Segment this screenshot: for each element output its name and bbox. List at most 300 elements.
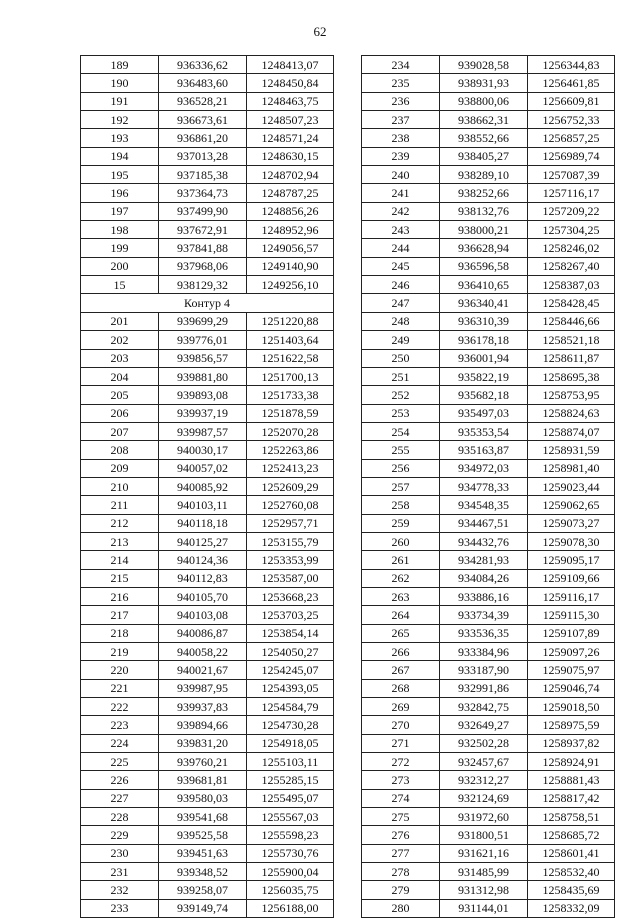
y-coordinate-cell: 1258931,59 [528, 441, 615, 459]
table-row [362, 367, 615, 385]
y-coordinate-cell: 1258387,03 [528, 276, 615, 294]
y-coordinate-cell: 1248630,15 [247, 147, 334, 165]
table-row [81, 771, 334, 789]
y-coordinate-cell: 1254245,07 [247, 661, 334, 679]
table-row [81, 422, 334, 440]
table-row [81, 331, 334, 349]
y-coordinate-cell: 1258975,59 [528, 716, 615, 734]
table-row [81, 367, 334, 385]
point-number-cell: 279 [362, 881, 440, 899]
y-coordinate-cell: 1248952,96 [247, 221, 334, 239]
point-number-cell: 260 [362, 532, 440, 550]
y-coordinate-cell: 1256344,83 [528, 56, 615, 74]
table-row [81, 386, 334, 404]
point-number-cell: 195 [81, 166, 159, 184]
point-number-cell: 189 [81, 56, 159, 74]
x-coordinate-cell: 932312,27 [440, 771, 528, 789]
x-coordinate-cell: 937841,88 [159, 239, 247, 257]
point-number-cell: 212 [81, 514, 159, 532]
x-coordinate-cell: 939856,57 [159, 349, 247, 367]
point-number-cell: 246 [362, 276, 440, 294]
point-number-cell: 228 [81, 808, 159, 826]
x-coordinate-cell: 937013,28 [159, 147, 247, 165]
y-coordinate-cell: 1259062,65 [528, 496, 615, 514]
point-number-cell: 190 [81, 74, 159, 92]
point-number-cell: 230 [81, 844, 159, 862]
x-coordinate-cell: 936001,94 [440, 349, 528, 367]
table-row [362, 257, 615, 275]
x-coordinate-cell: 938132,76 [440, 202, 528, 220]
y-coordinate-cell: 1252957,71 [247, 514, 334, 532]
x-coordinate-cell: 938129,32 [159, 276, 247, 294]
table-row [362, 202, 615, 220]
table-row [81, 221, 334, 239]
x-coordinate-cell: 939987,95 [159, 679, 247, 697]
x-coordinate-cell: 933886,16 [440, 587, 528, 605]
point-number-cell: 261 [362, 551, 440, 569]
table-row [81, 459, 334, 477]
point-number-cell: 241 [362, 184, 440, 202]
y-coordinate-cell: 1253587,00 [247, 569, 334, 587]
point-number-cell: 266 [362, 643, 440, 661]
table-row [81, 441, 334, 459]
table-row [362, 661, 615, 679]
table-row [81, 789, 334, 807]
x-coordinate-cell: 934548,35 [440, 496, 528, 514]
y-coordinate-cell: 1254730,28 [247, 716, 334, 734]
point-number-cell: 256 [362, 459, 440, 477]
point-number-cell: 242 [362, 202, 440, 220]
point-number-cell: 280 [362, 899, 440, 917]
x-coordinate-cell: 936483,60 [159, 74, 247, 92]
point-number-cell: 247 [362, 294, 440, 312]
y-coordinate-cell: 1253353,99 [247, 551, 334, 569]
point-number-cell: 275 [362, 808, 440, 826]
y-coordinate-cell: 1258753,95 [528, 386, 615, 404]
table-row [362, 753, 615, 771]
y-coordinate-cell: 1252609,29 [247, 477, 334, 495]
y-coordinate-cell: 1257087,39 [528, 166, 615, 184]
y-coordinate-cell: 1249256,10 [247, 276, 334, 294]
x-coordinate-cell: 934432,76 [440, 532, 528, 550]
x-coordinate-cell: 931800,51 [440, 826, 528, 844]
y-coordinate-cell: 1248787,25 [247, 184, 334, 202]
table-row [362, 404, 615, 422]
point-number-cell: 244 [362, 239, 440, 257]
y-coordinate-cell: 1252263,86 [247, 441, 334, 459]
y-coordinate-cell: 1259095,17 [528, 551, 615, 569]
point-number-cell: 232 [81, 881, 159, 899]
x-coordinate-cell: 936336,62 [159, 56, 247, 74]
point-number-cell: 257 [362, 477, 440, 495]
y-coordinate-cell: 1249056,57 [247, 239, 334, 257]
x-coordinate-cell: 937185,38 [159, 166, 247, 184]
contour-heading: Контур 4 [81, 294, 334, 312]
table-row [81, 496, 334, 514]
y-coordinate-cell: 1258446,66 [528, 312, 615, 330]
point-number-cell: 220 [81, 661, 159, 679]
x-coordinate-cell: 933384,96 [440, 643, 528, 661]
point-number-cell: 221 [81, 679, 159, 697]
point-number-cell: 248 [362, 312, 440, 330]
point-number-cell: 201 [81, 312, 159, 330]
point-number-cell: 237 [362, 111, 440, 129]
table-row [81, 477, 334, 495]
y-coordinate-cell: 1259107,89 [528, 624, 615, 642]
x-coordinate-cell: 939760,21 [159, 753, 247, 771]
table-row [81, 166, 334, 184]
point-number-cell: 196 [81, 184, 159, 202]
y-coordinate-cell: 1259018,50 [528, 698, 615, 716]
point-number-cell: 274 [362, 789, 440, 807]
x-coordinate-cell: 939525,58 [159, 826, 247, 844]
point-number-cell: 214 [81, 551, 159, 569]
y-coordinate-cell: 1258924,91 [528, 753, 615, 771]
y-coordinate-cell: 1252760,08 [247, 496, 334, 514]
x-coordinate-cell: 937364,73 [159, 184, 247, 202]
point-number-cell: 234 [362, 56, 440, 74]
table-row [362, 587, 615, 605]
y-coordinate-cell: 1251220,88 [247, 312, 334, 330]
table-row [81, 753, 334, 771]
point-number-cell: 236 [362, 92, 440, 110]
x-coordinate-cell: 940103,11 [159, 496, 247, 514]
point-number-cell: 271 [362, 734, 440, 752]
y-coordinate-cell: 1254918,05 [247, 734, 334, 752]
table-row [81, 551, 334, 569]
point-number-cell: 223 [81, 716, 159, 734]
table-row [362, 551, 615, 569]
y-coordinate-cell: 1255285,15 [247, 771, 334, 789]
point-number-cell: 197 [81, 202, 159, 220]
y-coordinate-cell: 1253155,79 [247, 532, 334, 550]
point-number-cell: 199 [81, 239, 159, 257]
coordinates-table-left [80, 55, 334, 918]
table-row [362, 166, 615, 184]
point-number-cell: 252 [362, 386, 440, 404]
point-number-cell: 191 [81, 92, 159, 110]
table-row [362, 294, 615, 312]
point-number-cell: 253 [362, 404, 440, 422]
table-row [362, 734, 615, 752]
y-coordinate-cell: 1259023,44 [528, 477, 615, 495]
point-number-cell: 243 [362, 221, 440, 239]
table-row [81, 679, 334, 697]
y-coordinate-cell: 1251622,58 [247, 349, 334, 367]
point-number-cell: 15 [81, 276, 159, 294]
page-number: 62 [313, 24, 327, 39]
table-row [362, 808, 615, 826]
table-row [81, 624, 334, 642]
y-coordinate-cell: 1258937,82 [528, 734, 615, 752]
table-row [362, 184, 615, 202]
table-row [362, 129, 615, 147]
point-number-cell: 255 [362, 441, 440, 459]
point-number-cell: 193 [81, 129, 159, 147]
table-row [362, 863, 615, 881]
y-coordinate-cell: 1256857,25 [528, 129, 615, 147]
x-coordinate-cell: 940125,27 [159, 532, 247, 550]
point-number-cell: 198 [81, 221, 159, 239]
table-row [81, 881, 334, 899]
x-coordinate-cell: 940112,83 [159, 569, 247, 587]
coordinates-table-right [361, 55, 615, 918]
y-coordinate-cell: 1252413,23 [247, 459, 334, 477]
x-coordinate-cell: 940086,87 [159, 624, 247, 642]
y-coordinate-cell: 1255567,03 [247, 808, 334, 826]
x-coordinate-cell: 939894,66 [159, 716, 247, 734]
point-number-cell: 219 [81, 643, 159, 661]
y-coordinate-cell: 1256035,75 [247, 881, 334, 899]
y-coordinate-cell: 1248463,75 [247, 92, 334, 110]
y-coordinate-cell: 1254050,27 [247, 643, 334, 661]
y-coordinate-cell: 1258881,43 [528, 771, 615, 789]
y-coordinate-cell: 1256609,81 [528, 92, 615, 110]
point-number-cell: 211 [81, 496, 159, 514]
point-number-cell: 217 [81, 606, 159, 624]
x-coordinate-cell: 932649,27 [440, 716, 528, 734]
table-row [81, 202, 334, 220]
x-coordinate-cell: 932842,75 [440, 698, 528, 716]
y-coordinate-cell: 1251700,13 [247, 367, 334, 385]
table-row [81, 606, 334, 624]
x-coordinate-cell: 939831,20 [159, 734, 247, 752]
point-number-cell: 262 [362, 569, 440, 587]
table-row [362, 826, 615, 844]
y-coordinate-cell: 1258611,87 [528, 349, 615, 367]
table-row [81, 147, 334, 165]
table-row [362, 698, 615, 716]
table-row [362, 331, 615, 349]
y-coordinate-cell: 1259075,97 [528, 661, 615, 679]
x-coordinate-cell: 939987,57 [159, 422, 247, 440]
table-row [362, 74, 615, 92]
y-coordinate-cell: 1253668,23 [247, 587, 334, 605]
table-row [362, 147, 615, 165]
y-coordinate-cell: 1248450,84 [247, 74, 334, 92]
y-coordinate-cell: 1258532,40 [528, 863, 615, 881]
x-coordinate-cell: 939348,52 [159, 863, 247, 881]
table-row [81, 312, 334, 330]
x-coordinate-cell: 940105,70 [159, 587, 247, 605]
point-number-cell: 251 [362, 367, 440, 385]
table-row [362, 844, 615, 862]
x-coordinate-cell: 938405,27 [440, 147, 528, 165]
y-coordinate-cell: 1258874,07 [528, 422, 615, 440]
y-coordinate-cell: 1258435,69 [528, 881, 615, 899]
x-coordinate-cell: 940103,08 [159, 606, 247, 624]
point-number-cell: 269 [362, 698, 440, 716]
point-number-cell: 277 [362, 844, 440, 862]
x-coordinate-cell: 938552,66 [440, 129, 528, 147]
y-coordinate-cell: 1254393,05 [247, 679, 334, 697]
x-coordinate-cell: 933734,39 [440, 606, 528, 624]
x-coordinate-cell: 936310,39 [440, 312, 528, 330]
table-row [81, 129, 334, 147]
x-coordinate-cell: 936178,18 [440, 331, 528, 349]
x-coordinate-cell: 936596,58 [440, 257, 528, 275]
table-row [362, 386, 615, 404]
y-coordinate-cell: 1259116,17 [528, 587, 615, 605]
x-coordinate-cell: 940030,17 [159, 441, 247, 459]
y-coordinate-cell: 1258758,51 [528, 808, 615, 826]
x-coordinate-cell: 940058,22 [159, 643, 247, 661]
point-number-cell: 239 [362, 147, 440, 165]
table-row [362, 276, 615, 294]
table-row [81, 514, 334, 532]
table-row [362, 349, 615, 367]
point-number-cell: 216 [81, 587, 159, 605]
point-number-cell: 203 [81, 349, 159, 367]
y-coordinate-cell: 1255495,07 [247, 789, 334, 807]
point-number-cell: 245 [362, 257, 440, 275]
y-coordinate-cell: 1248571,24 [247, 129, 334, 147]
x-coordinate-cell: 934281,93 [440, 551, 528, 569]
point-number-cell: 267 [362, 661, 440, 679]
point-number-cell: 229 [81, 826, 159, 844]
point-number-cell: 268 [362, 679, 440, 697]
point-number-cell: 259 [362, 514, 440, 532]
x-coordinate-cell: 938000,21 [440, 221, 528, 239]
table-row [81, 184, 334, 202]
table-row [362, 496, 615, 514]
x-coordinate-cell: 935497,03 [440, 404, 528, 422]
x-coordinate-cell: 939541,68 [159, 808, 247, 826]
x-coordinate-cell: 935163,87 [440, 441, 528, 459]
y-coordinate-cell: 1259115,30 [528, 606, 615, 624]
table-row [362, 477, 615, 495]
contour-heading-row [81, 294, 334, 312]
table-row [362, 459, 615, 477]
y-coordinate-cell: 1258428,45 [528, 294, 615, 312]
table-row [81, 239, 334, 257]
point-number-cell: 218 [81, 624, 159, 642]
y-coordinate-cell: 1256752,33 [528, 111, 615, 129]
x-coordinate-cell: 931485,99 [440, 863, 528, 881]
point-number-cell: 208 [81, 441, 159, 459]
x-coordinate-cell: 939893,08 [159, 386, 247, 404]
table-row [81, 643, 334, 661]
x-coordinate-cell: 938289,10 [440, 166, 528, 184]
x-coordinate-cell: 933187,90 [440, 661, 528, 679]
x-coordinate-cell: 940057,02 [159, 459, 247, 477]
x-coordinate-cell: 935822,19 [440, 367, 528, 385]
x-coordinate-cell: 939776,01 [159, 331, 247, 349]
table-row [81, 716, 334, 734]
y-coordinate-cell: 1258695,38 [528, 367, 615, 385]
x-coordinate-cell: 931144,01 [440, 899, 528, 917]
table-row [81, 826, 334, 844]
point-number-cell: 204 [81, 367, 159, 385]
x-coordinate-cell: 939028,58 [440, 56, 528, 74]
table-row [81, 532, 334, 550]
point-number-cell: 200 [81, 257, 159, 275]
table-row [81, 74, 334, 92]
table-row [362, 899, 615, 917]
table-row [362, 312, 615, 330]
y-coordinate-cell: 1258817,42 [528, 789, 615, 807]
x-coordinate-cell: 933536,35 [440, 624, 528, 642]
x-coordinate-cell: 939699,29 [159, 312, 247, 330]
x-coordinate-cell: 934972,03 [440, 459, 528, 477]
table-row [81, 569, 334, 587]
x-coordinate-cell: 939580,03 [159, 789, 247, 807]
table-row [362, 239, 615, 257]
point-number-cell: 207 [81, 422, 159, 440]
point-number-cell: 209 [81, 459, 159, 477]
x-coordinate-cell: 937968,06 [159, 257, 247, 275]
x-coordinate-cell: 940124,36 [159, 551, 247, 569]
point-number-cell: 231 [81, 863, 159, 881]
x-coordinate-cell: 938931,93 [440, 74, 528, 92]
x-coordinate-cell: 936410,65 [440, 276, 528, 294]
point-number-cell: 273 [362, 771, 440, 789]
x-coordinate-cell: 938800,06 [440, 92, 528, 110]
x-coordinate-cell: 936673,61 [159, 111, 247, 129]
y-coordinate-cell: 1254584,79 [247, 698, 334, 716]
point-number-cell: 202 [81, 331, 159, 349]
y-coordinate-cell: 1258267,40 [528, 257, 615, 275]
x-coordinate-cell: 931621,16 [440, 844, 528, 862]
y-coordinate-cell: 1248507,23 [247, 111, 334, 129]
table-row [362, 532, 615, 550]
table-row [81, 111, 334, 129]
point-number-cell: 235 [362, 74, 440, 92]
table-row [81, 698, 334, 716]
table-row [81, 808, 334, 826]
point-number-cell: 258 [362, 496, 440, 514]
point-number-cell: 226 [81, 771, 159, 789]
y-coordinate-cell: 1255103,11 [247, 753, 334, 771]
y-coordinate-cell: 1248856,26 [247, 202, 334, 220]
table-row [362, 789, 615, 807]
x-coordinate-cell: 936340,41 [440, 294, 528, 312]
table-row [81, 56, 334, 74]
x-coordinate-cell: 936861,20 [159, 129, 247, 147]
point-number-cell: 210 [81, 477, 159, 495]
x-coordinate-cell: 932457,67 [440, 753, 528, 771]
x-coordinate-cell: 934778,33 [440, 477, 528, 495]
point-number-cell: 265 [362, 624, 440, 642]
x-coordinate-cell: 936528,21 [159, 92, 247, 110]
y-coordinate-cell: 1256989,74 [528, 147, 615, 165]
point-number-cell: 270 [362, 716, 440, 734]
table-row [81, 587, 334, 605]
x-coordinate-cell: 939937,83 [159, 698, 247, 716]
point-number-cell: 250 [362, 349, 440, 367]
y-coordinate-cell: 1259046,74 [528, 679, 615, 697]
y-coordinate-cell: 1258824,63 [528, 404, 615, 422]
table-row [362, 624, 615, 642]
point-number-cell: 254 [362, 422, 440, 440]
y-coordinate-cell: 1251403,64 [247, 331, 334, 349]
table-row [81, 349, 334, 367]
table-row [362, 92, 615, 110]
y-coordinate-cell: 1258332,09 [528, 899, 615, 917]
x-coordinate-cell: 931312,98 [440, 881, 528, 899]
y-coordinate-cell: 1259097,26 [528, 643, 615, 661]
y-coordinate-cell: 1259078,30 [528, 532, 615, 550]
y-coordinate-cell: 1252070,28 [247, 422, 334, 440]
point-number-cell: 227 [81, 789, 159, 807]
x-coordinate-cell: 939881,80 [159, 367, 247, 385]
table-row [362, 606, 615, 624]
table-row [362, 441, 615, 459]
y-coordinate-cell: 1251878,59 [247, 404, 334, 422]
y-coordinate-cell: 1259109,66 [528, 569, 615, 587]
point-number-cell: 225 [81, 753, 159, 771]
point-number-cell: 233 [81, 899, 159, 917]
